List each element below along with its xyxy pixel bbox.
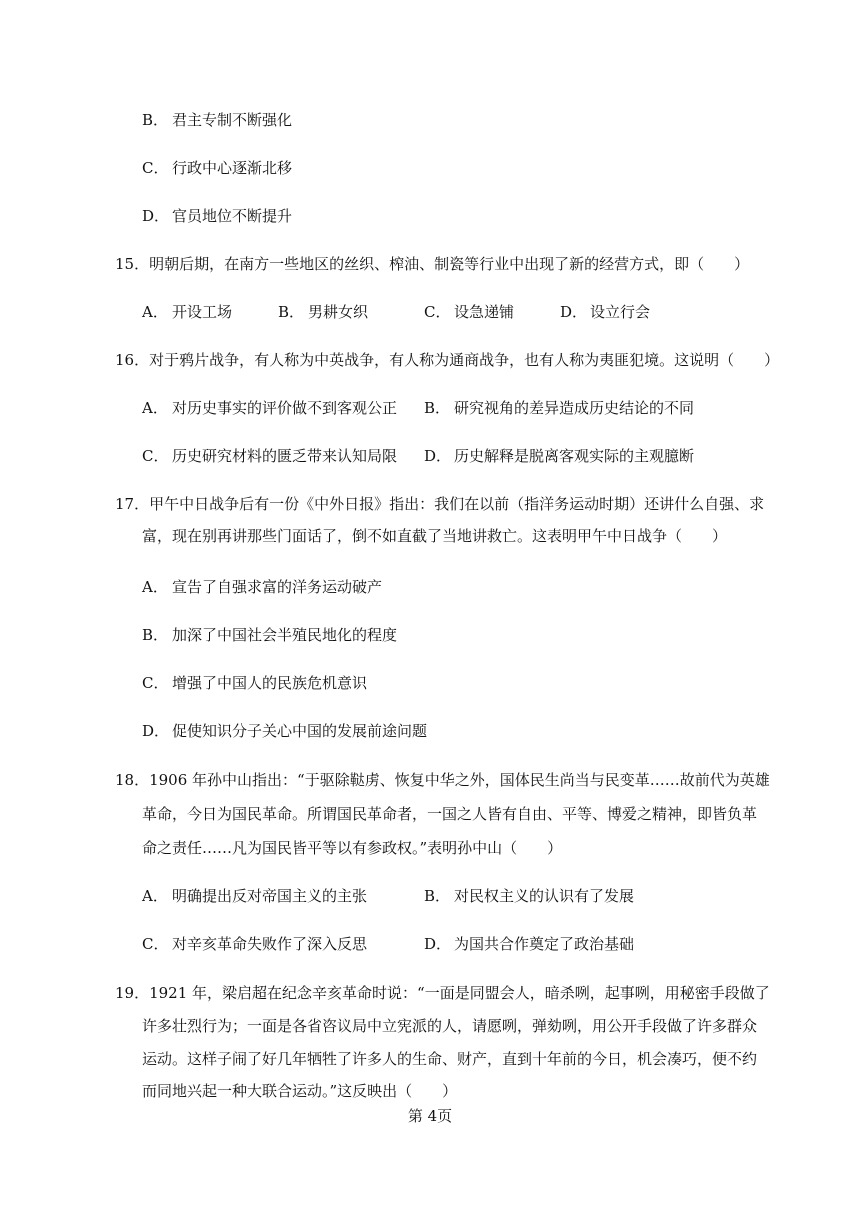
q18-stem-line-2: 革命，今日为国民革命。所谓国民革命者，一国之人皆有自由、平等、博爱之精神，即皆负革 [142,805,758,823]
q16-option-b: B． 研究视角的差异造成历史结论的不同 [424,399,695,417]
q19-stem-line-4: 而同地兴起一种大联合运动。”这反映出（ ） [142,1082,458,1100]
q16-option-a: A． 对历史事实的评价做不到客观公正 [142,399,398,417]
q15-option-b: B． 男耕女织 [278,303,369,321]
q15-option-d: D． 设立行会 [560,303,651,321]
q18-option-b: B． 对民权主义的认识有了发展 [424,887,635,905]
q17-stem-line-1: 17．甲午中日战争后有一份《中外日报》指出：我们在以前（指洋务运动时期）还讲什么自强、求 [115,495,765,513]
q16-stem: 16．对于鸦片战争，有人称为中英战争，有人称为通商战争，也有人称为夷匪犯境。这说明（ ） [115,351,780,369]
q17-option-d: D． 促使知识分子关心中国的发展前途问题 [142,722,428,740]
q17-option-c: C． 增强了中国人的民族危机意识 [142,674,368,692]
q16-option-d: D． 历史解释是脱离客观实际的主观臆断 [424,447,695,465]
q17-option-a: A． 宣告了自强求富的洋务运动破产 [142,578,383,596]
q17-stem-line-2: 富，现在别再讲那些门面话了，倒不如直截了当地讲救亡。这表明甲午中日战争（ ） [142,527,728,545]
q19-stem-line-3: 运动。这样子闹了好几年牺牲了许多人的生命、财产，直到十年前的今日，机会凑巧，便不约 [142,1050,758,1068]
q18-option-d: D． 为国共合作奠定了政治基础 [424,935,635,953]
q15-stem: 15．明朝后期，在南方一些地区的丝织、榨油、制瓷等行业中出现了新的经营方式，即（ ） [115,255,750,273]
q15-option-c: C． 设急递铺 [424,303,515,321]
q14-option-d: D． 官员地位不断提升 [142,207,293,225]
q16-option-c: C． 历史研究材料的匮乏带来认知局限 [142,447,398,465]
q17-option-b: B． 加深了中国社会半殖民地化的程度 [142,626,398,644]
q15-option-a: A． 开设工场 [142,303,233,321]
q19-stem-line-2: 许多壮烈行为；一面是各省咨议局中立宪派的人，请愿咧，弹劾咧，用公开手段做了许多群众 [142,1017,758,1035]
q14-option-c: C． 行政中心逐渐北移 [142,159,293,177]
q18-stem-line-1: 18．1906 年孙中山指出：“于驱除鞑虏、恢复中华之外，国体民生尚当与民变革……故前代为英雄 [115,771,770,789]
page-number: 第 4页 [407,1107,453,1125]
q14-option-b: B． 君主专制不断强化 [142,111,293,129]
q18-stem-line-3: 命之责任……凡为国民皆平等以有参政权。”表明孙中山（ ） [142,839,563,857]
q18-option-a: A． 明确提出反对帝国主义的主张 [142,887,368,905]
q18-option-c: C． 对辛亥革命失败作了深入反思 [142,935,368,953]
q19-stem-line-1: 19．1921 年，梁启超在纪念辛亥革命时说：“一面是同盟会人，暗杀咧，起事咧，用秘密手段做了 [115,984,770,1002]
